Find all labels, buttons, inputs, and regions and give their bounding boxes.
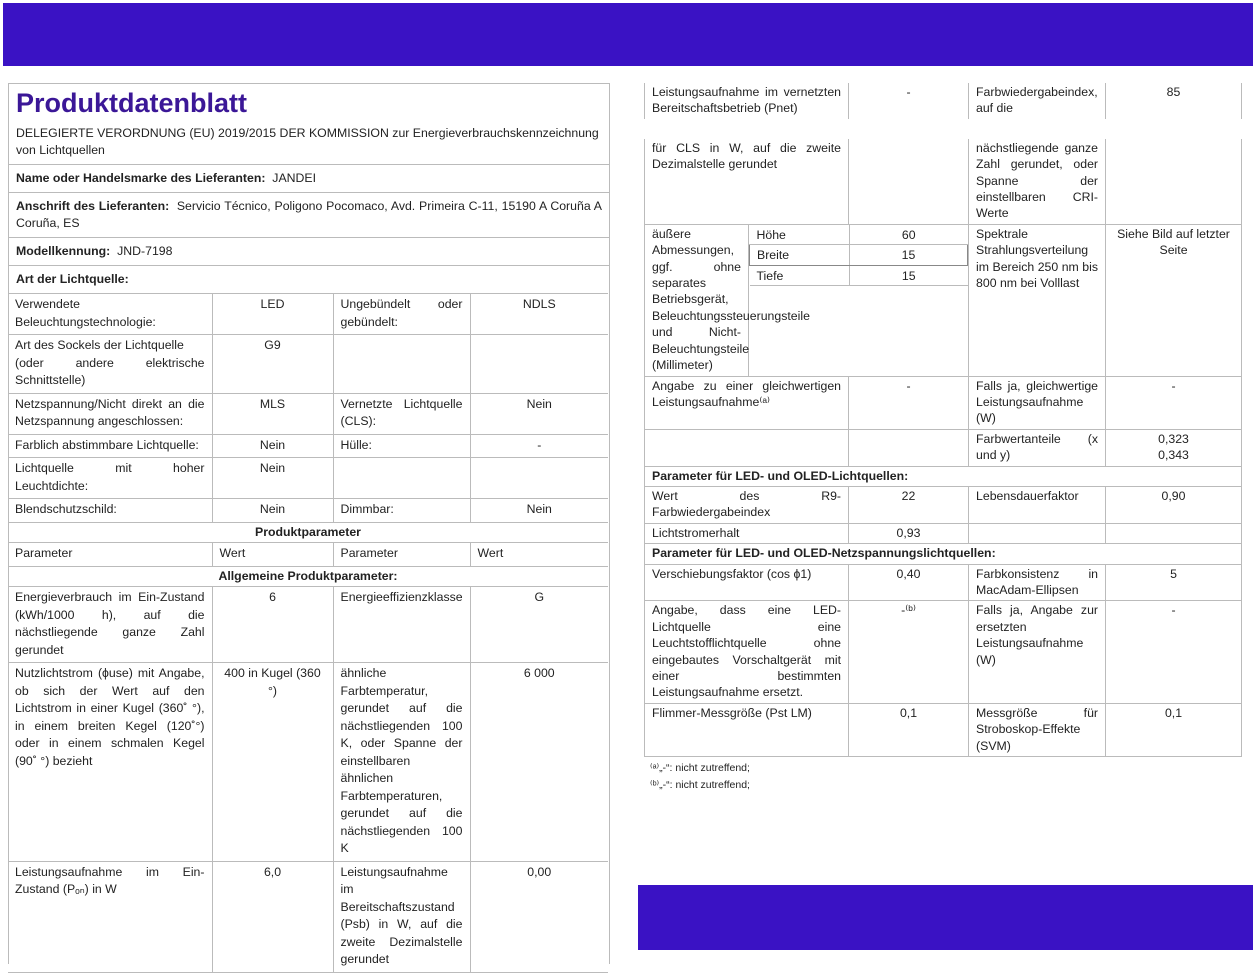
parameter-cell: ähnliche Farbtemperatur, gerundet auf die nächstliegenden 100 K, oder Spanne der einstellbaren ähnlichen Farbtemperaturen, gerundet auf die nächstliegenden 100 K: [333, 663, 470, 862]
table-row: [8, 335, 608, 394]
section-heading: Parameter für LED- und OLED-Netzspannungslichtquellen:: [645, 544, 1242, 564]
parameter-cell: Lebensdauerfaktor: [969, 486, 1106, 523]
value-cell: -: [849, 376, 969, 429]
type-row: [9, 265, 609, 293]
supplier-row: [9, 164, 609, 192]
value-cell: 6: [212, 587, 333, 663]
parameter-cell: Spektrale Strahlungsverteilung im Bereich 250 nm bis 800 nm bei Volllast: [969, 224, 1106, 376]
footnotes: [644, 757, 1241, 797]
value-cell: [849, 139, 969, 225]
value-cell: Nein: [212, 499, 333, 523]
section-row: [645, 544, 1242, 564]
value-cell: Siehe Bild auf letzter Seite: [1106, 224, 1242, 376]
parameter-cell: Art des Sockels der Lichtquelle (oder andere elektrische Schnittstelle): [8, 335, 212, 394]
parameter-cell: Falls ja, gleichwertige Leistungsaufnahme (W): [969, 376, 1106, 429]
type-label: Art der Lichtquelle:: [16, 272, 129, 286]
dimensions-table: [749, 225, 968, 286]
top-banner: [3, 3, 1253, 66]
value-cell: G9: [212, 335, 333, 394]
dimension-name: Höhe: [750, 225, 850, 245]
parameter-cell: Verwendete Beleuchtungstechnologie:: [8, 294, 212, 335]
value-cell: -: [849, 83, 969, 119]
value-cell: 0,323 0,343: [1106, 429, 1242, 466]
dimension-value: 15: [850, 245, 968, 265]
value-cell: 5: [1106, 564, 1242, 601]
datasheet-right-page: [644, 83, 1241, 797]
parameter-cell: Energieverbrauch im Ein-Zustand (kWh/1000 h), auf die nächstliegende ganze Zahl gerundet: [8, 587, 212, 663]
footnote-b: ⁽ᵇ⁾„-“: nicht zutreffend;: [650, 779, 750, 792]
parameter-cell: Farbwiedergabeindex, auf die: [969, 83, 1106, 119]
continued-table-top: [644, 83, 1242, 119]
address-label: Anschrift des Lieferanten:: [16, 199, 170, 213]
parameter-cell: Flimmer-Messgröße (Pst LM): [645, 703, 849, 756]
value-cell: [1106, 523, 1242, 543]
dimensions-row: [645, 224, 1242, 376]
value-cell: 0,1: [849, 703, 969, 756]
value-cell: 6,0: [212, 861, 333, 972]
parameter-cell: nächstliegende ganze Zahl gerundet, oder Spanne der einstellbaren CRI-Werte: [969, 139, 1106, 225]
value-cell: G: [470, 587, 608, 663]
parameter-cell: [333, 335, 470, 394]
section-row: [645, 466, 1242, 486]
table-row: [645, 429, 1242, 466]
footnote-a: ⁽ᵃ⁾„-“: nicht zutreffend;: [650, 762, 750, 775]
value-cell: -: [470, 434, 608, 458]
page-title: Produktdatenblatt: [16, 88, 248, 118]
parameter-cell: Verschiebungsfaktor (cos ϕ1): [645, 564, 849, 601]
parameter-cell: Blendschutzschild:: [8, 499, 212, 523]
table-row: [8, 587, 608, 663]
parameter-cell: für CLS in W, auf die zweite Dezimalstelle gerundet: [645, 139, 849, 225]
value-cell: 0,90: [1106, 486, 1242, 523]
parameter-cell: [333, 458, 470, 499]
parameter-cell: Dimmbar:: [333, 499, 470, 523]
supplier-label: Name oder Handelsmarke des Lieferanten:: [16, 171, 266, 185]
value-cell: 0,00: [470, 861, 608, 972]
table-row: [645, 83, 1242, 119]
product-parameters-table: [8, 293, 608, 973]
table-row: [645, 564, 1242, 601]
column-header: Parameter: [8, 543, 212, 567]
section-heading: Produktparameter: [8, 522, 608, 543]
parameter-cell: Falls ja, Angabe zur ersetzten Leistungsaufnahme (W): [969, 601, 1106, 703]
parameter-cell: Messgröße für Stroboskop-Effekte (SVM): [969, 703, 1106, 756]
table-row: [645, 523, 1242, 543]
table-row: [8, 861, 608, 972]
parameter-cell: Nutzlichtstrom (ϕuse) mit Angabe, ob sich der Wert auf den Lichtstrom in einer Kugel (360˚ °), in einem breiten Kegel (120˚°) oder in einem schmalen Kegel (90˚ °) bezieht: [8, 663, 212, 862]
value-cell: [849, 429, 969, 466]
parameter-cell: Leistungsaufnahme im Ein-Zustand (Pₒₙ) in W: [8, 861, 212, 972]
value-cell: LED: [212, 294, 333, 335]
column-header: Wert: [470, 543, 608, 567]
dimension-value: 60: [850, 225, 968, 245]
parameter-cell: Farblich abstimmbare Lichtquelle:: [8, 434, 212, 458]
parameter-cell: Leistungsaufnahme im Bereitschaftszustand (Psb) in W, auf die zweite Dezimalstelle gerundet: [333, 861, 470, 972]
parameter-cell: Angabe zu einer gleichwertigen Leistungsaufnahme⁽ᵃ⁾: [645, 376, 849, 429]
address-value: Servicio Técnico, Poligono Pocomaco, Avd. Primeira C-11, 15190 A Coruña A Coruña, ES: [16, 199, 603, 230]
dimension-name: Breite: [750, 245, 850, 265]
value-cell: 6 000: [470, 663, 608, 862]
value-cell: 0,93: [849, 523, 969, 543]
parameter-cell: [969, 523, 1106, 543]
model-row: [9, 237, 609, 265]
address-row: [9, 192, 609, 237]
parameter-cell: Farbkonsistenz in MacAdam-Ellipsen: [969, 564, 1106, 601]
dimension-row: [750, 265, 968, 285]
datasheet-left-page: [8, 83, 610, 964]
dimension-row: [750, 225, 968, 245]
section-row: [8, 522, 608, 543]
dimension-name: Tiefe: [750, 265, 850, 285]
parameter-cell: Farbwertanteile (x und y): [969, 429, 1106, 466]
parameter-cell: [645, 429, 849, 466]
section-heading: Parameter für LED- und OLED-Lichtquellen:: [645, 466, 1242, 486]
table-row: [645, 601, 1242, 703]
parameter-cell: Lichtstromerhalt: [645, 523, 849, 543]
parameter-cell: Wert des R9-Farbwiedergabeindex: [645, 486, 849, 523]
section-row: [8, 566, 608, 587]
value-cell: 0,40: [849, 564, 969, 601]
value-cell: 22: [849, 486, 969, 523]
dimensions-label: äußere Abmessungen, ggf. ohne separates Betriebsgerät, Beleuchtungssteuerungsteile und Nicht-Beleuchtungsteile (Millimeter): [645, 224, 749, 376]
value-cell: Nein: [470, 499, 608, 523]
value-cell: 400 in Kugel (360 °): [212, 663, 333, 862]
value-cell: Nein: [212, 458, 333, 499]
value-cell: -: [1106, 601, 1242, 703]
value-cell: 85: [1106, 83, 1242, 119]
parameter-cell: Netzspannung/Nicht direkt an die Netzspannung angeschlossen:: [8, 393, 212, 434]
table-row: [8, 393, 608, 434]
continued-table: [644, 139, 1242, 757]
dimensions-cell: [749, 224, 969, 376]
parameter-cell: Energieeffizienzklasse: [333, 587, 470, 663]
bottom-banner: [638, 885, 1253, 950]
table-row: [645, 139, 1242, 225]
parameter-cell: Lichtquelle mit hoher Leuchtdichte:: [8, 458, 212, 499]
value-cell: [470, 335, 608, 394]
table-row: [645, 703, 1242, 756]
value-cell: -: [1106, 376, 1242, 429]
parameter-cell: Leistungsaufnahme im vernetzten Bereitschaftsbetrieb (Pnet): [645, 83, 849, 119]
parameter-cell: Ungebündelt oder gebündelt:: [333, 294, 470, 335]
dimension-row: [750, 245, 968, 265]
column-header: Wert: [212, 543, 333, 567]
model-label: Modellkennung:: [16, 244, 111, 258]
model-value: JND-7198: [117, 244, 173, 258]
table-row: [8, 458, 608, 499]
value-cell: MLS: [212, 393, 333, 434]
parameter-cell: Vernetzte Lichtquelle (CLS):: [333, 393, 470, 434]
value-cell: [1106, 139, 1242, 225]
table-row: [8, 434, 608, 458]
value-cell: NDLS: [470, 294, 608, 335]
parameter-cell: Angabe, dass eine LED-Lichtquelle eine Leuchtstofflichtquelle ohne eingebautes Vorschaltgerät mit einer bestimmten Leistungsaufnahme ersetzt.: [645, 601, 849, 703]
value-cell: 0,1: [1106, 703, 1242, 756]
regulation-text: DELEGIERTE VERORDNUNG (EU) 2019/2015 DER KOMMISSION zur Energieverbrauchskennzeichnung von Lichtquellen: [16, 126, 599, 157]
value-cell: Nein: [212, 434, 333, 458]
table-row: [645, 376, 1242, 429]
column-header-row: [8, 543, 608, 567]
value-cell: Nein: [470, 393, 608, 434]
table-row: [8, 663, 608, 862]
table-row: [8, 499, 608, 523]
value-cell: [470, 458, 608, 499]
dimension-value: 15: [850, 265, 968, 285]
column-header: Parameter: [333, 543, 470, 567]
section-heading: Allgemeine Produktparameter:: [8, 566, 608, 587]
table-row: [645, 486, 1242, 523]
table-row: [8, 294, 608, 335]
supplier-value: JANDEI: [272, 171, 317, 185]
value-cell: -⁽ᵇ⁾: [849, 601, 969, 703]
parameter-cell: Hülle:: [333, 434, 470, 458]
